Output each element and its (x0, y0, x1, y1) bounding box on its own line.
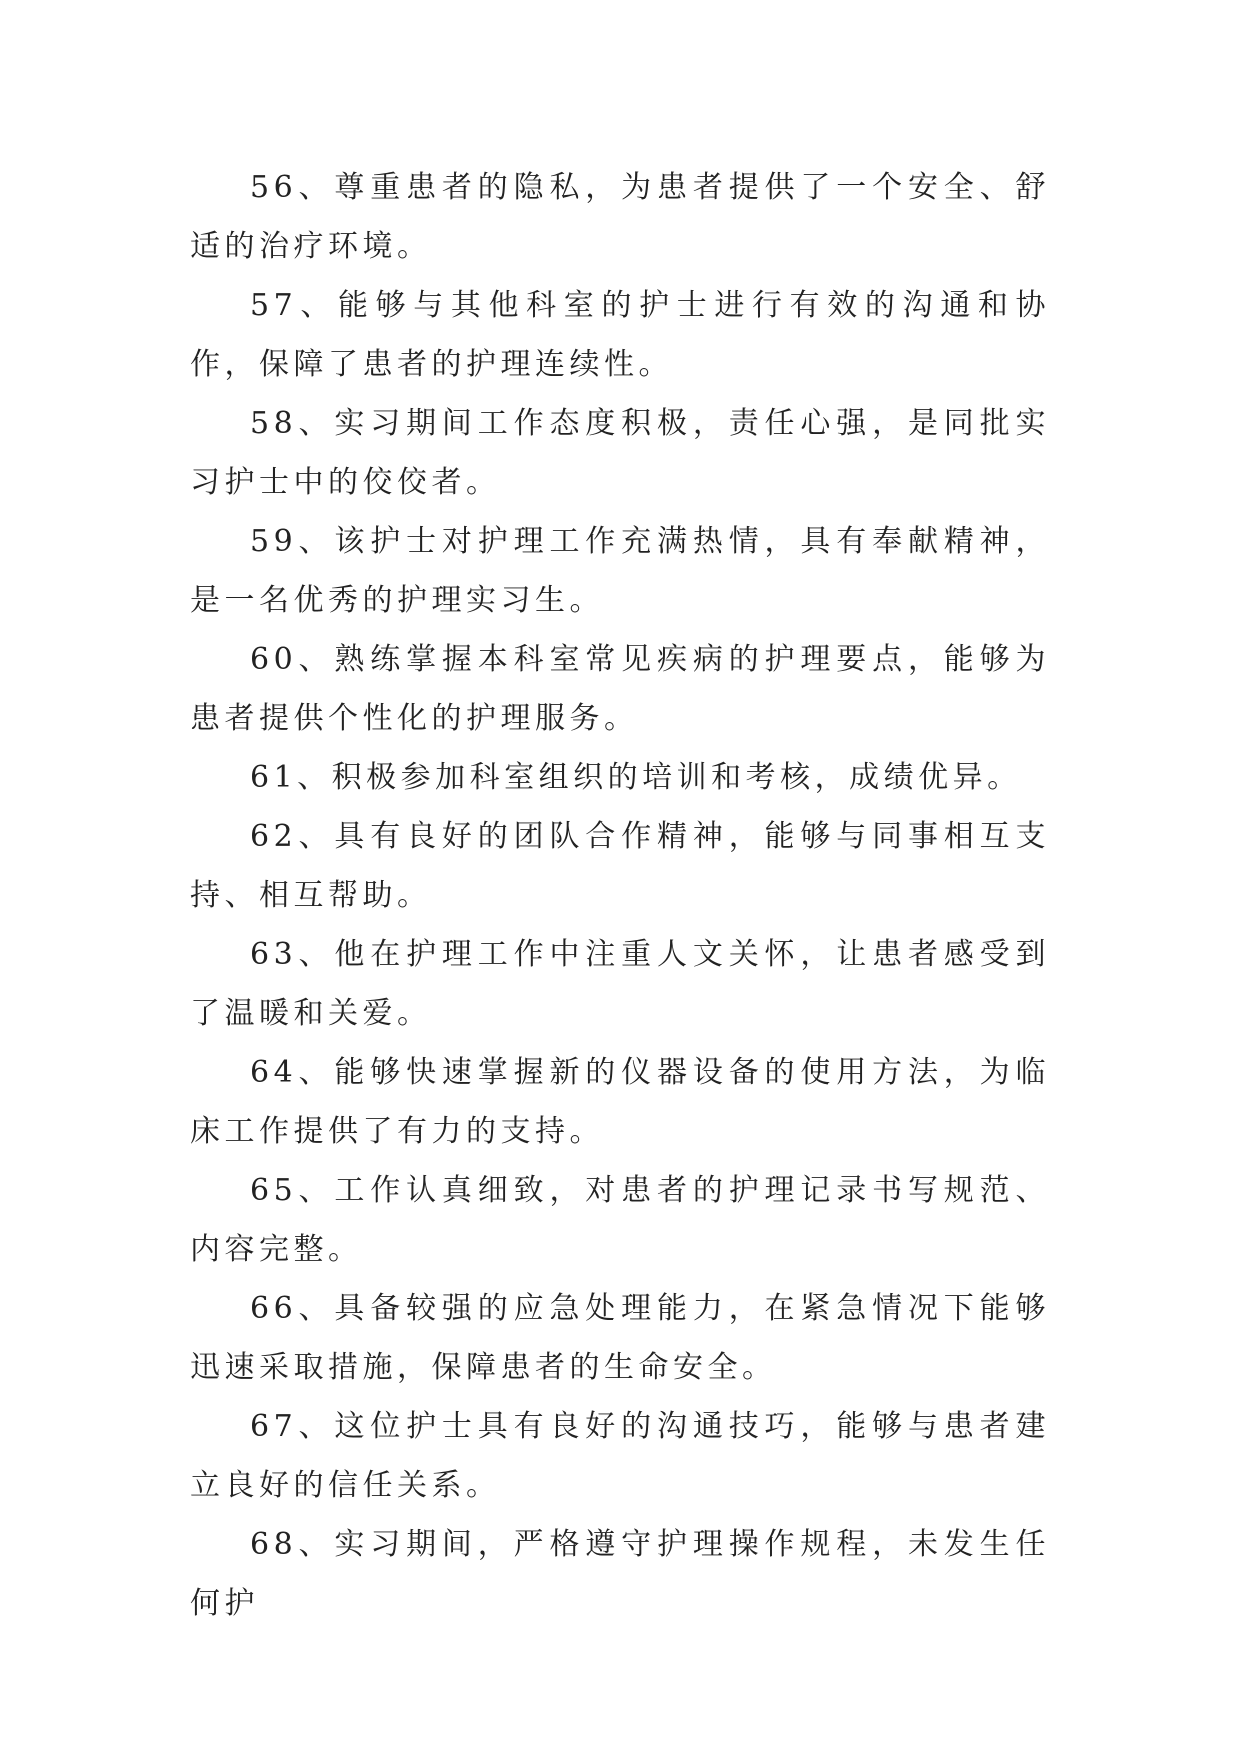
paragraph-62: 62、具有良好的团队合作精神，能够与同事相互支持、相互帮助。 (190, 819, 1050, 913)
paragraph-59: 59、该护士对护理工作充满热情，具有奉献精神，是一名优秀的护理实习生。 (190, 524, 1050, 618)
paragraph-56: 56、尊重患者的隐私，为患者提供了一个安全、舒适的治疗环境。 (190, 170, 1050, 264)
paragraph-63: 63、他在护理工作中注重人文关怀，让患者感受到了温暖和关爱。 (190, 937, 1050, 1031)
paragraph-66: 66、具备较强的应急处理能力，在紧急情况下能够迅速采取措施，保障患者的生命安全。 (190, 1291, 1050, 1385)
paragraph-68: 68、实习期间，严格遵守护理操作规程，未发生任何护 (190, 1527, 1050, 1621)
paragraph-60: 60、熟练掌握本科室常见疾病的护理要点，能够为患者提供个性化的护理服务。 (190, 642, 1050, 736)
paragraph-65: 65、工作认真细致，对患者的护理记录书写规范、内容完整。 (190, 1173, 1050, 1267)
document-body (190, 158, 1050, 1633)
paragraph-57: 57、能够与其他科室的护士进行有效的沟通和协作，保障了患者的护理连续性。 (190, 288, 1050, 382)
paragraph-61: 61、积极参加科室组织的培训和考核，成绩优异。 (250, 760, 1022, 795)
paragraph-67: 67、这位护士具有良好的沟通技巧，能够与患者建立良好的信任关系。 (190, 1409, 1050, 1503)
paragraph-58: 58、实习期间工作态度积极，责任心强，是同批实习护士中的佼佼者。 (190, 406, 1050, 500)
paragraph-64: 64、能够快速掌握新的仪器设备的使用方法，为临床工作提供了有力的支持。 (190, 1055, 1050, 1149)
